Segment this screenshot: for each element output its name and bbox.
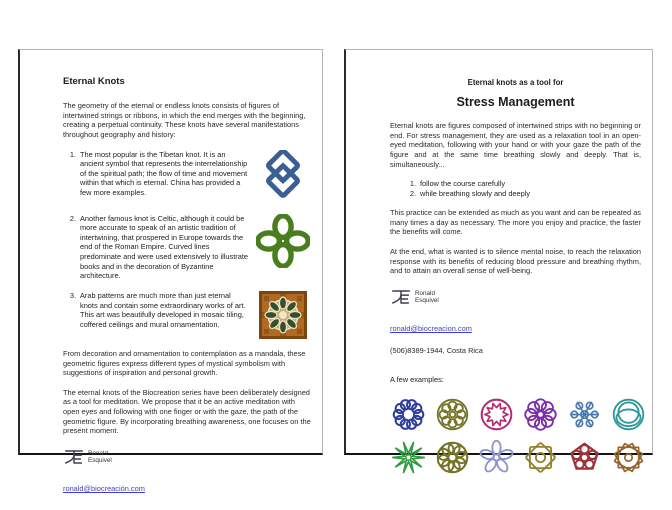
- arab-mosaic-icon: [259, 291, 307, 339]
- signature-first: Ronald: [88, 449, 108, 457]
- list-item-celtic: [63, 214, 311, 281]
- intro-paragraph: Eternal knots are figures composed of intertwined strips with no beginning or end. For stress management, they are used as a relaxation tool in an open-eyed meditation, following with your hand or with your gaze the path of the figure and at the same time breathing slowly and deeply. That is, simultaneously...: [390, 121, 641, 169]
- blue-loop-wreath-knot-icon: [390, 396, 427, 433]
- signature-first: Ronald: [415, 289, 435, 297]
- signature-last: Esquivel: [88, 456, 112, 464]
- document-page-1: [18, 49, 323, 493]
- step-text: while breathing slowly and deeply: [420, 189, 531, 199]
- mandala-paragraph: From decoration and ornamentation to contemplation as a mandala, these geometric figures express different types of mystical symbolism with suggestions of inspiration and personal growth.: [63, 348, 306, 378]
- intro-paragraph: The geometry of the eternal or endless knots consists of figures of intertwined strings or ribbons, in which the end merges with the beginning, creating a perpetual continuity. These knots have several manifestations throughout geography and history:: [63, 101, 306, 139]
- examples-label: A few examples:: [390, 374, 444, 384]
- step-item: [404, 189, 641, 199]
- page-title: Eternal Knots: [63, 76, 125, 87]
- darkred-pentagon-knot-icon: [566, 439, 603, 476]
- steps-list: [404, 179, 641, 199]
- ronald-esquivel-monogram-icon: [63, 448, 85, 466]
- conclusion-paragraph: At the end, what is wanted is to silence mental noise, to reach the relaxation response with its benefits of reducing blood pressure and breathing rhythm, and to attain an overall sense of well-being.: [390, 246, 641, 276]
- email-link[interactable]: ronald@biocreacion.com: [390, 323, 472, 333]
- page-title: Stress Management: [456, 95, 575, 109]
- list-number: 1.: [69, 149, 76, 159]
- tibetan-knot-image: [255, 150, 311, 204]
- practice-paragraph: This practice can be extended as much as you want and can be repeated as many times a day as necessary. The more you enjoy and practice, the faster the benefits will come.: [390, 208, 641, 237]
- list-text: Another famous knot is Celtic, although it could be more accurate to speak of an artistic tradition of intertwining, that prospered in Europe towards the end of the Roman Empire. Curved lines predominate and were used extensively to illustrate books and in the decoration of Byzantine architecture.: [80, 213, 249, 281]
- biocreation-paragraph: The eternal knots of the Biocreation series have been deliberately designed as a tool for meditation. We propose that it be an active meditation with open eyes and following with one finger or with the gaze, the path of the geometric figure. By incorporating breathing awareness, one focuses on the present moment.: [63, 387, 311, 436]
- knot-examples-row-2: [390, 439, 641, 476]
- tibetan-knot-icon: [256, 150, 310, 204]
- page-supertitle: Eternal knots as a tool for: [467, 78, 564, 87]
- purple-flower-knot-icon: [522, 396, 559, 433]
- signature-logo-block: [390, 288, 641, 306]
- signature-last: Esquivel: [415, 296, 439, 304]
- list-item-arab: [63, 291, 311, 339]
- lavender-flower-knot-icon: [478, 439, 515, 476]
- teal-rings-knot-icon: [610, 396, 647, 433]
- ronald-esquivel-monogram-icon: [390, 288, 412, 306]
- document-page-2: [344, 49, 653, 455]
- magenta-circle-knot-icon: [478, 396, 515, 433]
- olive-rosette-knot-icon: [434, 396, 471, 433]
- list-text: The most popular is the Tibetan knot. It is an ancient symbol that represents the interrelationship of the spiritual path; the flow of time and movement within that which is eternal. China has provided a few more examples.: [80, 149, 248, 197]
- celtic-knot-icon: [256, 214, 310, 268]
- email-link[interactable]: ronald@biocreación.com: [63, 483, 145, 493]
- celtic-knot-image: [255, 214, 311, 281]
- steelblue-snowflake-knot-icon: [566, 396, 603, 433]
- signature-name: [415, 290, 439, 304]
- olive-star-rosette-knot-icon: [522, 439, 559, 476]
- green-star-knot-icon: [390, 439, 427, 476]
- phone-line: (506)8389-1944, Costa Rica: [390, 345, 483, 355]
- list-item-tibetan: [63, 150, 311, 204]
- tibetan-knot-fills: [272, 162, 294, 184]
- arab-mosaic-image: [255, 291, 311, 339]
- list-number: 2.: [69, 213, 76, 223]
- step-text: follow the course carefully: [420, 179, 506, 189]
- list-text: Arab patterns are much more than just eternal knots and contain some extraordinary works of art. This art was beautifully developed in mosaic tiling, coffered ceilings and mural ornamentation.: [80, 290, 246, 329]
- step-item: [404, 179, 641, 189]
- olive-wreath-knot-icon: [434, 439, 471, 476]
- brown-star-rosette-knot-icon: [610, 439, 647, 476]
- list-number: 3.: [69, 290, 76, 300]
- knot-examples-row-1: [390, 396, 641, 433]
- signature-logo-block: [63, 448, 311, 466]
- step-number: 1.: [409, 179, 416, 189]
- step-number: 2.: [409, 189, 416, 199]
- signature-name: [88, 450, 112, 464]
